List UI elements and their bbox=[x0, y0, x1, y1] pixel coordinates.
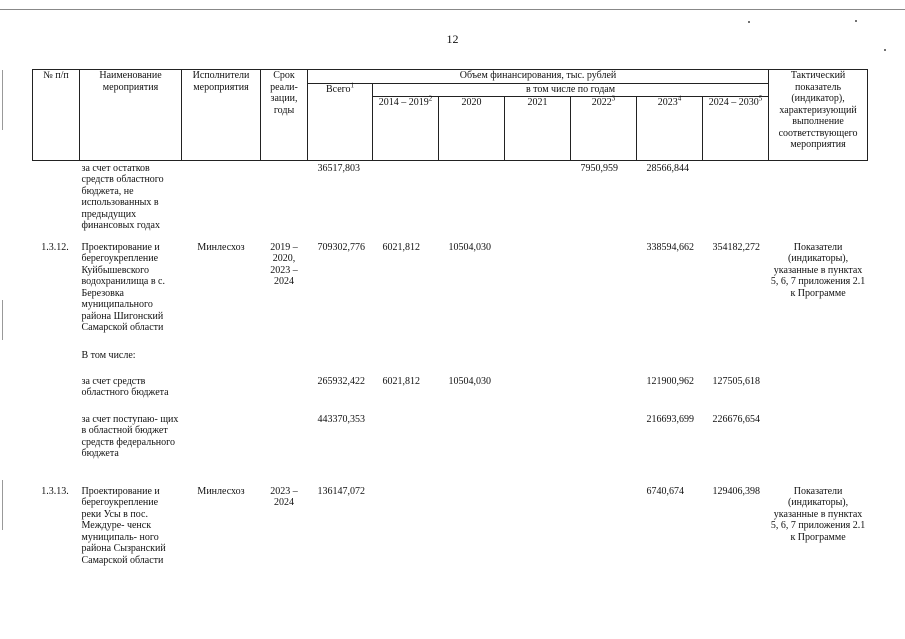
row-name: Проектирование и берегоукрепление Куйбышевского водохранилища в с. Березовка муниципального района Шигонский Самарской области bbox=[81, 241, 165, 333]
table-row bbox=[33, 242, 868, 350]
row-term bbox=[261, 414, 308, 486]
row-y2: 10504,030 bbox=[448, 375, 491, 387]
row-term: 2023 – 2024 bbox=[270, 485, 298, 508]
header-year: 2024 – 2030$^5$ bbox=[703, 96, 769, 160]
row-num: 1.3.12. bbox=[41, 241, 69, 253]
header-year: 2020 bbox=[439, 96, 505, 160]
row-y1: 6021,812 bbox=[382, 241, 420, 253]
row-y2 bbox=[439, 350, 505, 376]
row-executor: Минлесхоз bbox=[197, 485, 245, 497]
row-y6 bbox=[703, 350, 769, 376]
row-y6: 129406,398 bbox=[712, 485, 760, 497]
row-y6: 226676,654 bbox=[712, 413, 760, 425]
row-indicator bbox=[769, 414, 868, 486]
row-executor bbox=[182, 350, 261, 376]
table-row bbox=[33, 414, 868, 486]
row-y4 bbox=[571, 486, 637, 581]
row-y5: 6740,674 bbox=[646, 485, 684, 497]
header-year: 2023$^4$ bbox=[637, 96, 703, 160]
row-y5: 121900,962 bbox=[646, 375, 694, 387]
table-row bbox=[33, 486, 868, 581]
table-header bbox=[33, 70, 868, 161]
row-num bbox=[33, 350, 80, 376]
row-total: 709302,776 bbox=[317, 241, 365, 253]
scan-left-edge-mark bbox=[2, 70, 3, 130]
scan-speck bbox=[748, 21, 750, 23]
row-term bbox=[261, 160, 308, 242]
table-row bbox=[33, 350, 868, 376]
row-name: за счет средств областного бюджета bbox=[81, 375, 169, 398]
row-term bbox=[261, 350, 308, 376]
row-y3 bbox=[505, 376, 571, 414]
row-name: за счет поступаю- щих в областной бюджет средств федерального бюджета bbox=[81, 413, 179, 459]
row-y4 bbox=[571, 414, 637, 486]
row-y5: 28566,844 bbox=[646, 162, 689, 174]
row-y1: 6021,812 bbox=[382, 375, 420, 387]
row-indicator bbox=[769, 350, 868, 376]
table-row bbox=[33, 376, 868, 414]
row-y2 bbox=[439, 160, 505, 242]
row-y6: 127505,618 bbox=[712, 375, 760, 387]
page-number: 12 bbox=[446, 32, 459, 46]
row-total bbox=[308, 350, 373, 376]
row-y6 bbox=[703, 160, 769, 242]
scan-top-edge-line bbox=[0, 9, 905, 10]
scan-left-edge-mark bbox=[2, 480, 3, 530]
row-y2: 10504,030 bbox=[448, 241, 491, 253]
row-y2 bbox=[439, 414, 505, 486]
row-executor bbox=[182, 414, 261, 486]
row-y4 bbox=[571, 350, 637, 376]
scan-speck bbox=[855, 20, 857, 22]
row-y1 bbox=[373, 486, 439, 581]
row-total: 443370,353 bbox=[317, 413, 365, 425]
scan-speck bbox=[884, 49, 886, 51]
row-term: 2019 – 2020, 2023 – 2024 bbox=[270, 241, 298, 287]
row-y2 bbox=[439, 486, 505, 581]
header-num: № п/п bbox=[33, 70, 80, 161]
row-executor bbox=[182, 376, 261, 414]
header-indicator: Тактический показатель (индикатор), характеризующий выполнение соответствующего мероприятия bbox=[769, 70, 868, 161]
row-total: 36517,803 bbox=[317, 162, 360, 174]
row-executor bbox=[182, 160, 261, 242]
row-y1 bbox=[373, 414, 439, 486]
table-row bbox=[33, 160, 868, 242]
row-name: за счет остатков средств областного бюджета, не использованных в предыдущих финансовых годах bbox=[81, 162, 164, 231]
funding-table bbox=[32, 69, 868, 581]
row-num bbox=[33, 414, 80, 486]
header-total: Всего$^1$ bbox=[308, 84, 373, 161]
scan-left-edge-mark bbox=[2, 300, 3, 340]
row-y5: 216693,699 bbox=[646, 413, 694, 425]
row-name: В том числе: bbox=[81, 349, 136, 361]
row-num: 1.3.13. bbox=[41, 485, 69, 497]
row-total: 136147,072 bbox=[317, 485, 365, 497]
header-years-group: в том числе по годам bbox=[373, 84, 769, 97]
row-y3 bbox=[505, 160, 571, 242]
row-y3 bbox=[505, 350, 571, 376]
header-year: 2021 bbox=[505, 96, 571, 160]
row-y4: 7950,959 bbox=[580, 162, 618, 174]
row-indicator: Показатели (индикаторы), указанные в пунктах 5, 6, 7 приложения 2.1 к Программе bbox=[770, 485, 866, 543]
row-y3 bbox=[505, 242, 571, 350]
row-y5: 338594,662 bbox=[646, 241, 694, 253]
row-y5 bbox=[637, 350, 703, 376]
header-funding-group: Объем финансирования, тыс. рублей bbox=[308, 70, 769, 84]
row-executor: Минлесхоз bbox=[197, 241, 245, 253]
row-y1 bbox=[373, 160, 439, 242]
row-y4 bbox=[571, 376, 637, 414]
row-indicator: Показатели (индикаторы), указанные в пунктах 5, 6, 7 приложения 2.1 к Программе bbox=[770, 241, 866, 299]
row-num bbox=[33, 376, 80, 414]
row-term bbox=[261, 376, 308, 414]
row-y3 bbox=[505, 414, 571, 486]
header-executors: Исполнители мероприятия bbox=[182, 70, 261, 161]
header-term: Срок реали- зации, годы bbox=[261, 70, 308, 161]
row-indicator bbox=[769, 376, 868, 414]
row-num bbox=[33, 160, 80, 242]
row-y3 bbox=[505, 486, 571, 581]
row-total: 265932,422 bbox=[317, 375, 365, 387]
row-y6: 354182,272 bbox=[712, 241, 760, 253]
row-indicator bbox=[769, 160, 868, 242]
row-y1 bbox=[373, 350, 439, 376]
row-y4 bbox=[571, 242, 637, 350]
header-year: 2014 – 2019$^2$ bbox=[373, 96, 439, 160]
header-name: Наименование мероприятия bbox=[80, 70, 182, 161]
row-name: Проектирование и берегоукрепление реки Усы в пос. Междуре- ченск муниципаль- ного района Сызранский Самарской области bbox=[81, 485, 166, 566]
header-year: 2022$^3$ bbox=[571, 96, 637, 160]
